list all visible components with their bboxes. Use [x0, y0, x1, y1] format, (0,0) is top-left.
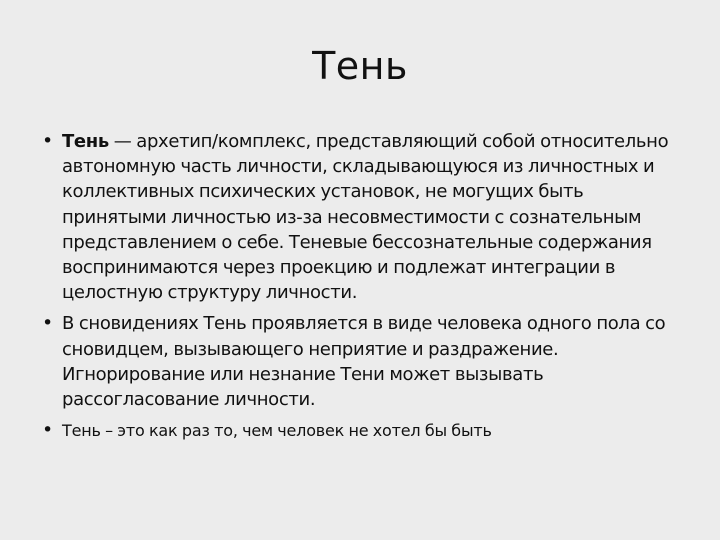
bold-term: Тень	[62, 131, 109, 152]
bullet-text: Тень – это как раз то, чем человек не хотел бы быть	[62, 421, 492, 441]
bullet-icon: •	[42, 130, 54, 152]
bullet-item-definition	[42, 129, 682, 305]
bullet-icon: •	[42, 419, 54, 442]
bullet-list	[42, 129, 682, 443]
bullet-text	[62, 129, 682, 305]
definition-text: — архетип/комплекс, представляющий собой относительно автономную часть личности, складывающуюся из личностных и коллективных психических установок, не могущих быть принятыми личностью из-за несовместимости с сознательным представлением о себе. Теневые бессознательные содержания воспринимаются через проекцию и подлежат интеграции в целостную структуру личности.	[62, 131, 669, 304]
bullet-text: В сновидениях Тень проявляется в виде человека одного пола со сновидцем, вызывающего неприятие и раздражение. Игнорирование или незнание Тени может вызывать рассогласование личности.	[62, 313, 666, 411]
bullet-icon: •	[42, 312, 54, 335]
bullet-item-summary	[42, 418, 682, 443]
slide-title: Тень	[312, 44, 408, 88]
bullet-item-dreams	[42, 311, 682, 412]
